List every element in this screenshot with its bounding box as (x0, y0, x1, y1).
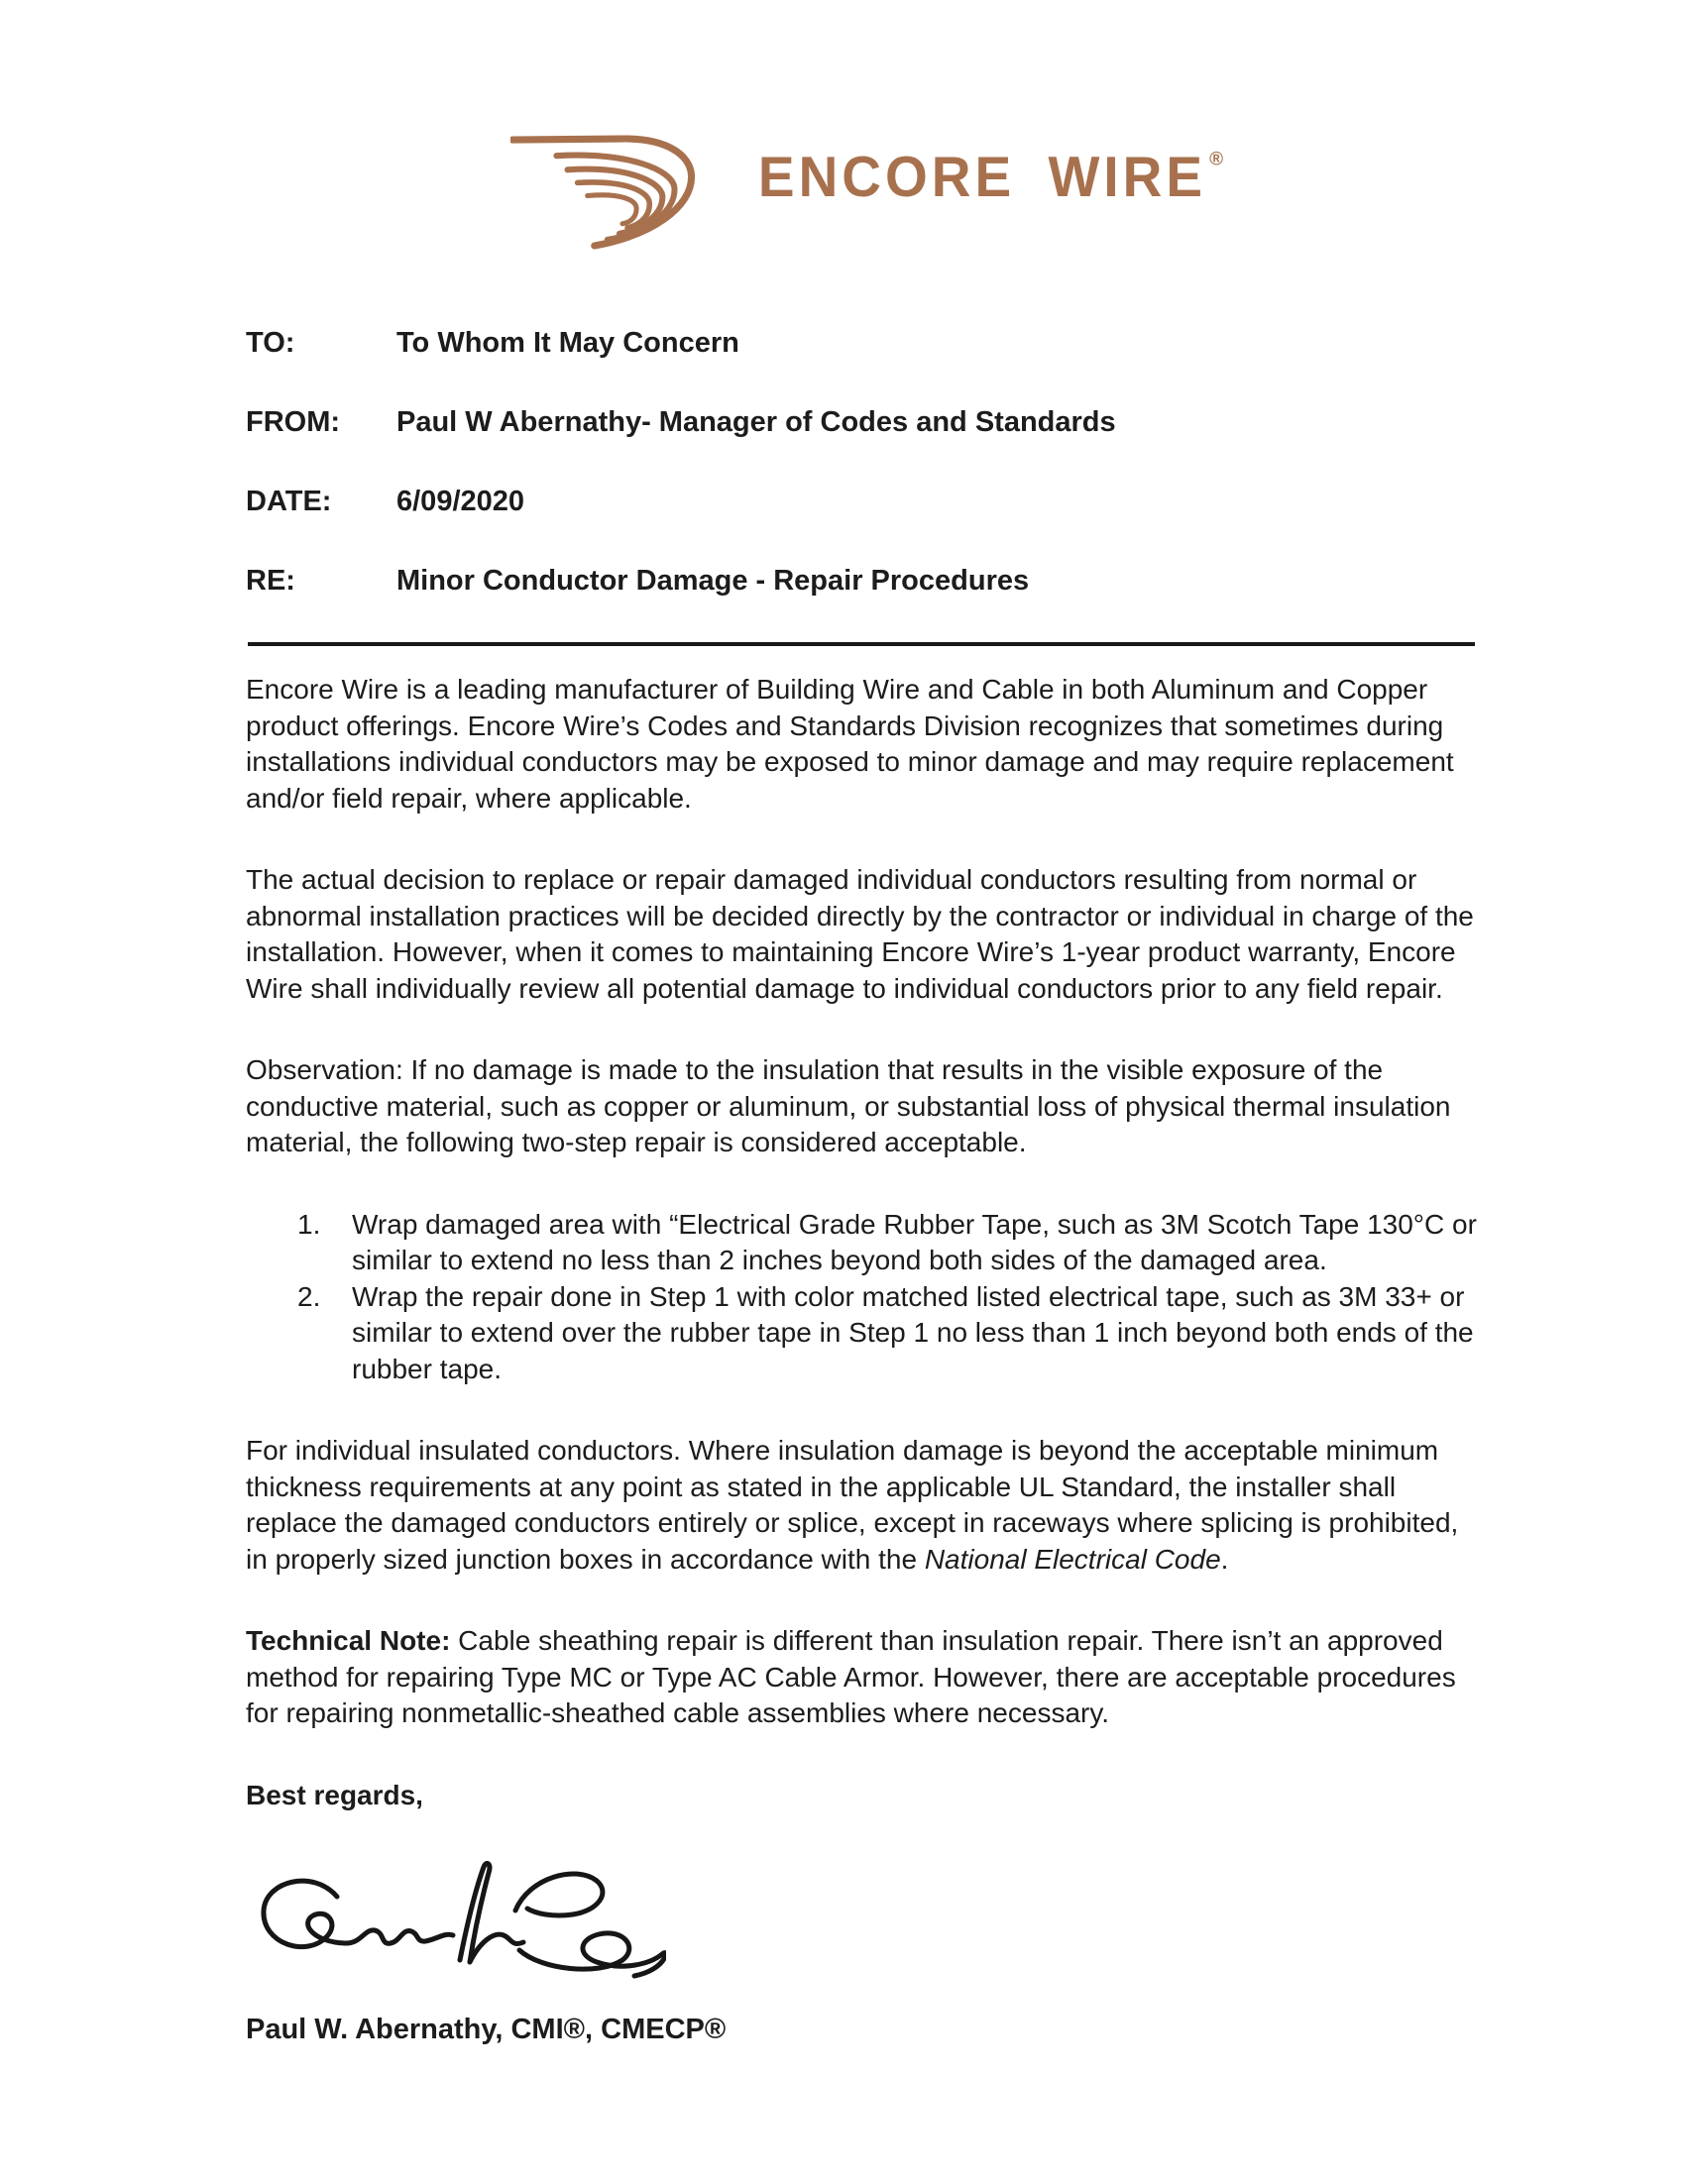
repair-steps-list (297, 1207, 1482, 1388)
decision-paragraph: The actual decision to replace or repair damaged individual conductors resulting from normal or abnormal installation practices will be decided directly by the contractor or individual in charge of the installation. However, when it comes to maintaining Encore Wire’s 1-year product warranty, Encore Wire shall individually review all potential damage to individual conductors prior to any field repair. (246, 864, 1474, 1004)
field-from-label: FROM: (246, 406, 341, 438)
field-re (246, 563, 1688, 599)
memo-header (246, 325, 1688, 599)
field-re-label: RE: (246, 565, 295, 597)
company-logo (46, 0, 1688, 256)
list-item (297, 1207, 1482, 1279)
field-re-value: Minor Conductor Damage - Repair Procedures (396, 565, 1030, 597)
field-from (246, 404, 1688, 440)
conductors-paragraph-text: For individual insulated conductors. Where insulation damage is beyond the acceptable minimum thickness requirements at any point as stated in the applicable UL Standard, the installer shall replace the damaged conductors entirely or splice, except in raceways where splicing is prohibited, in properly sized junction boxes in accordance with the (246, 1435, 1459, 1575)
list-item-number: 2. (297, 1280, 321, 1312)
intro-paragraph: Encore Wire is a leading manufacturer of Building Wire and Cable in both Aluminum and Copper product offerings. Encore Wire’s Codes and Standards Division recognizes that sometimes during installations individual conductors may be exposed to minor damage and may require replacement and/or field repair, where applicable. (246, 674, 1454, 814)
field-from-value: Paul W Abernathy- Manager of Codes and Standards (396, 406, 1116, 438)
technical-note-text: Cable sheathing repair is different than insulation repair. There isn’t an approved method for repairing Type MC or Type AC Cable Armor. However, there are acceptable procedures for repairing nonmetallic-sheathed cable assemblies where necessary. (246, 1625, 1456, 1728)
technical-note-label: Technical Note: (246, 1625, 451, 1656)
signature-block (250, 1859, 1482, 1998)
registered-trademark-symbol: ® (1209, 148, 1224, 170)
nec-italic-reference: National Electrical Code (924, 1543, 1221, 1575)
handwritten-signature-image (250, 1859, 666, 1998)
company-logo-wordmark (758, 144, 1223, 210)
list-item-text: Wrap the repair done in Step 1 with color matched listed electrical tape, such as 3M 33+ or similar to extend over the rubber tape in Step 1 no less than 1 inch beyond both ends of the rubber tape. (352, 1280, 1474, 1384)
field-date (246, 484, 1688, 519)
field-to-label: TO: (246, 327, 295, 359)
valediction: Best regards, (246, 1779, 423, 1810)
list-item (297, 1279, 1482, 1388)
list-item-number: 1. (297, 1208, 321, 1240)
observation-paragraph: Observation: If no damage is made to the insulation that results in the visible exposure of the conductive material, such as copper or aluminum, or substantial loss of physical thermal insulation material, the following two-step repair is considered acceptable. (246, 1054, 1451, 1157)
conductors-paragraph-period: . (1220, 1543, 1229, 1575)
field-to (246, 325, 1688, 361)
technical-note-paragraph (246, 1623, 1482, 1732)
field-to-value: To Whom It May Concern (396, 327, 739, 359)
field-date-value: 6/09/2020 (396, 486, 525, 517)
brand-name: ENCORE WIRE (757, 144, 1207, 209)
letter-body (246, 672, 1482, 2048)
signatory-name: Paul W. Abernathy, CMI®, CMECP® (246, 2014, 727, 2045)
divider-line (248, 642, 1475, 646)
list-item-text: Wrap damaged area with “Electrical Grade Rubber Tape, such as 3M Scotch Tape 130°C or similar to extend no less than 2 inches beyond both sides of the damaged area. (352, 1208, 1477, 1275)
bent-wire-logo-icon (510, 129, 740, 256)
conductors-paragraph (246, 1433, 1482, 1578)
field-date-label: DATE: (246, 486, 332, 517)
